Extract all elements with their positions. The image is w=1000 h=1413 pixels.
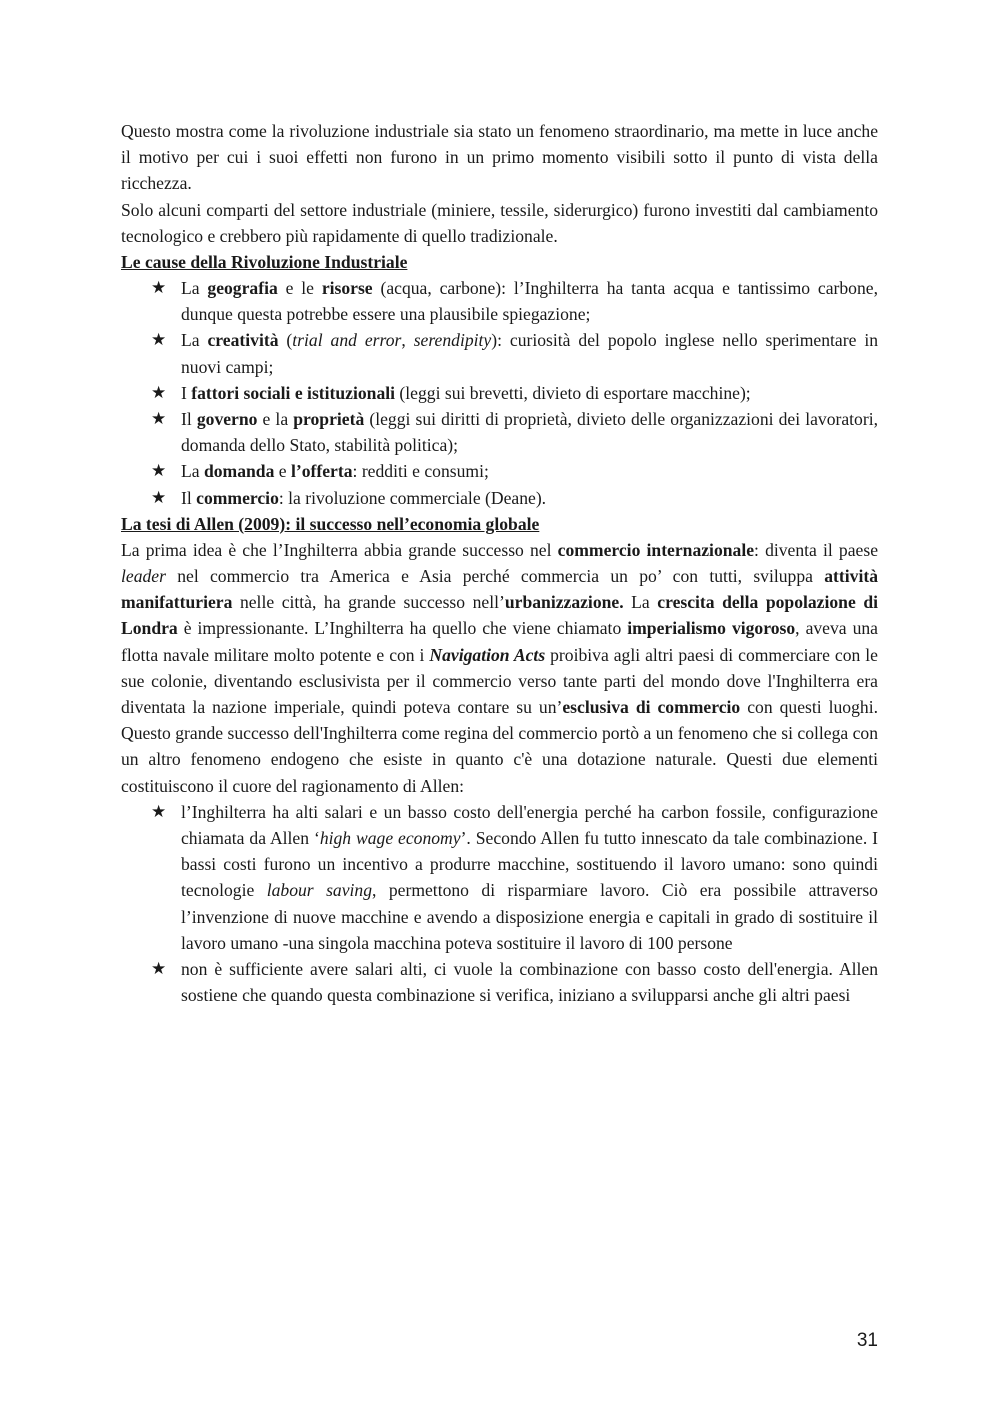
list-item: ★ Il commercio: la rivoluzione commerciale (Deane). <box>121 485 878 511</box>
star-bullet-icon: ★ <box>151 278 167 299</box>
allen-list <box>121 799 878 1009</box>
star-bullet-icon: ★ <box>151 801 167 822</box>
page-number: 31 <box>856 1330 878 1351</box>
star-bullet-icon: ★ <box>151 487 167 508</box>
section-heading-allen: La tesi di Allen (2009): il successo nell’economia globale <box>121 513 540 534</box>
list-item: ★ Il governo e la proprietà (leggi sui diritti di proprietà, divieto delle organizzazioni dei lavoratori, domanda dello Stato, stabilità politica); <box>121 406 878 458</box>
star-bullet-icon: ★ <box>151 330 167 351</box>
list-item: ★ La domanda e l’offerta: redditi e consumi; <box>121 458 878 484</box>
intro-paragraph-1: Questo mostra come la rivoluzione industriale sia stato un fenomeno straordinario, ma mette in luce anche il motivo per cui i suoi effetti non furono in un primo momento visibili sotto il punto di vista della ricchezza. <box>121 121 878 194</box>
causes-list <box>121 275 878 511</box>
star-bullet-icon: ★ <box>151 382 167 403</box>
allen-paragraph: La prima idea è che l’Inghilterra abbia grande successo nel commercio internazionale: diventa il paese leader nel commercio tra America e Asia perché commercia un po’ con tutti, sviluppa attività manifatturiera nelle città, ha grande successo nell’urbanizzazione. La crescita della popolazione di Londra è impressionante. L’Inghilterra ha quello che viene chiamato imperialismo vigoroso, aveva una flotta navale militare molto potente e con i Navigation Acts proibiva agli altri paesi di commerciare con le sue colonie, diventando esclusivista per il commercio verso tante parti del mondo dove l'Inghilterra era diventata la nazione imperiale, quindi poteva contare su un’esclusiva di commercio con questi luoghi. Questo grande successo dell'Inghilterra come regina del commercio portò a un fenomeno che si collega con un altro fenomeno endogeno che esiste in quanto c'è una dotazione naturale. Questi due elementi costituiscono il cuore del ragionamento di Allen: <box>121 539 879 796</box>
page-content <box>121 118 878 1009</box>
section-heading-causes: Le cause della Rivoluzione Industriale <box>121 252 408 273</box>
intro-paragraph-2: Solo alcuni comparti del settore industriale (miniere, tessile, siderurgico) furono investiti dal cambiamento tecnologico e crebbero più rapidamente di quello tradizionale. <box>121 199 878 246</box>
list-item: ★ I fattori sociali e istituzionali (leggi sui brevetti, divieto di esportare macchine); <box>121 380 878 406</box>
list-item: ★ l’Inghilterra ha alti salari e un basso costo dell'energia perché ha carbon fossile, configurazione chiamata da Allen ‘high wage economy’. Secondo Allen fu tutto innescato da tale combinazione. I bassi costi furono un incentivo a produrre macchine, sostituendo il lavoro umano: sono quindi tecnologie labour saving, permettono di risparmiare lavoro. Ciò era possibile attraverso l’invenzione di nuove macchine e avendo a disposizione energia e capitali in grado di sostituire il lavoro umano -una singola macchina poteva sostituire il lavoro di 100 persone <box>121 799 878 956</box>
star-bullet-icon: ★ <box>151 959 167 980</box>
list-item: ★ La creatività (trial and error, serendipity): curiosità del popolo inglese nello sperimentare in nuovi campi; <box>121 327 878 379</box>
list-item: ★ non è sufficiente avere salari alti, ci vuole la combinazione con basso costo dell'energia. Allen sostiene che quando questa combinazione si verifica, iniziano a svilupparsi anche gli altri paesi <box>121 956 878 1008</box>
list-item: ★ La geografia e le risorse (acqua, carbone): l’Inghilterra ha tanta acqua e tantissimo carbone, dunque questa potrebbe essere una plausibile spiegazione; <box>121 275 878 327</box>
star-bullet-icon: ★ <box>151 461 167 482</box>
star-bullet-icon: ★ <box>151 409 167 430</box>
